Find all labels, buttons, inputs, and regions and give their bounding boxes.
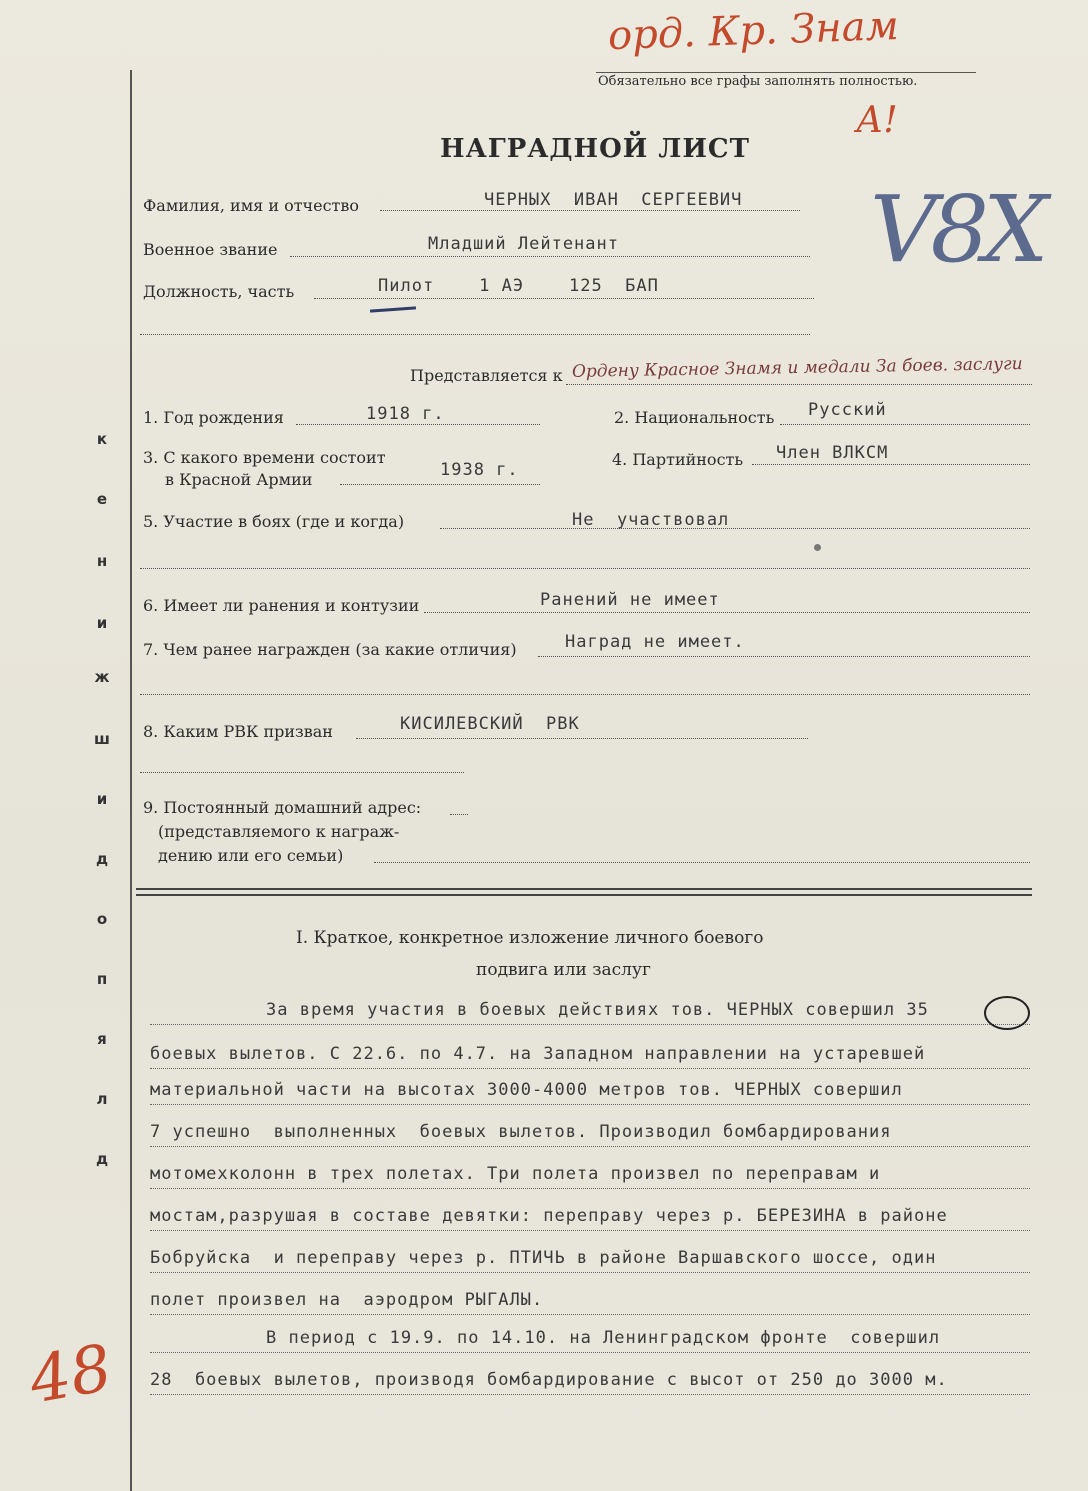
address-dotline-2 <box>374 862 1030 863</box>
body-line-rule <box>150 1146 1030 1147</box>
side-letter: ж <box>94 668 110 686</box>
service-since-value: 1938 г. <box>440 460 519 480</box>
body-line-rule <box>150 1230 1030 1231</box>
birth-year-label: 1. Год рождения <box>143 408 284 427</box>
wounds-value: Ранений не имеет <box>540 590 720 610</box>
body-line-rule <box>150 1352 1030 1353</box>
position-second-line <box>140 334 810 335</box>
address-label-2: (представляемого к награж- <box>158 822 400 841</box>
address-label-3: дению или его семьи) <box>158 846 344 865</box>
name-label: Фамилия, имя и отчество <box>143 196 360 215</box>
body-line: мотомехколонн в трех полетах. Три полета произвел по переправам и <box>150 1164 881 1184</box>
side-letter: н <box>96 552 108 570</box>
body-line: боевых вылетов. С 22.6. по 4.7. на Западном направлении на устаревшей <box>150 1044 926 1064</box>
side-letter: д <box>95 850 109 868</box>
instruction-note: Обязательно все графы заполнять полностью. <box>598 74 918 89</box>
body-line: Бобруйска и переправу через р. ПТИЧЬ в районе Варшавского шоссе, один <box>150 1248 937 1268</box>
combat-label: 5. Участие в боях (где и когда) <box>143 512 405 531</box>
body-line-rule <box>150 1394 1030 1395</box>
birth-year-value: 1918 г. <box>366 404 445 424</box>
service-since-label-2: в Красной Армии <box>165 470 313 489</box>
blue-underline-stroke <box>370 306 416 312</box>
address-dotline-1 <box>450 814 468 815</box>
rvk-dotline <box>356 738 808 739</box>
address-label-1: 9. Постоянный домашний адрес: <box>143 798 422 817</box>
page-title: НАГРАДНОЙ ЛИСТ <box>440 134 750 164</box>
rank-value: Младший Лейтенант <box>428 234 619 254</box>
nationality-dotline <box>780 424 1030 425</box>
nationality-value: Русский <box>808 400 887 420</box>
nomination-label: Представляется к <box>410 366 563 385</box>
handwritten-top-note: орд. Кр. Знам <box>607 2 900 60</box>
awards-dotline <box>538 656 1030 657</box>
name-dotline <box>380 210 800 211</box>
position-value: Пилот 1 АЭ 125 БАП <box>378 276 659 296</box>
combat-value: Не участвовал <box>572 510 730 530</box>
ink-dot <box>814 544 821 551</box>
rvk-value: КИСИЛЕВСКИЙ РВК <box>400 714 580 734</box>
handwritten-corner-mark: V8X <box>870 176 1043 283</box>
body-line-rule <box>150 1272 1030 1273</box>
awards-label: 7. Чем ранее награжден (за какие отличия) <box>143 640 517 659</box>
body-line: 28 боевых вылетов, производя бомбардирование с высот от 250 до 3000 м. <box>150 1370 948 1390</box>
side-letter: к <box>96 430 108 448</box>
section-heading-line-1: I. Краткое, конкретное изложение личного боевого <box>296 928 764 948</box>
body-line: мостам,разрушая в составе девятки: переправу через р. БЕРЕЗИНА в районе <box>150 1206 948 1226</box>
body-line: В период с 19.9. по 14.10. на Ленинградском фронте совершил <box>266 1328 941 1348</box>
combat-second-line <box>140 568 1030 569</box>
margin-rule <box>130 70 132 1491</box>
section-heading-line-2: подвига или заслуг <box>476 960 651 980</box>
side-letter: и <box>96 614 108 632</box>
side-letter: п <box>96 970 108 988</box>
position-dotline <box>314 298 814 299</box>
body-line-rule <box>150 1314 1030 1315</box>
wounds-label: 6. Имеет ли ранения и контузии <box>143 596 420 615</box>
body-line-rule <box>150 1104 1030 1105</box>
handwritten-mark: А! <box>856 100 898 141</box>
body-line: полет произвел на аэродром РЫГАЛЫ. <box>150 1290 544 1310</box>
party-value: Член ВЛКСМ <box>776 443 889 463</box>
body-line-rule <box>150 1068 1030 1069</box>
section-rule-top <box>136 888 1032 890</box>
rvk-label: 8. Каким РВК призван <box>143 722 333 741</box>
service-since-dotline <box>340 484 540 485</box>
awards-value: Наград не имеет. <box>565 632 745 652</box>
position-label: Должность, часть <box>143 282 295 301</box>
body-line: За время участия в боевых действиях тов. ЧЕРНЫХ совершил 35 <box>266 1000 929 1020</box>
nationality-label: 2. Национальность <box>614 408 775 427</box>
side-letter: и <box>96 790 108 808</box>
side-letter: д <box>95 1150 109 1168</box>
rank-dotline <box>290 256 810 257</box>
top-note-underline <box>596 72 976 73</box>
nomination-dotline <box>566 384 1032 385</box>
birth-year-dotline <box>296 424 540 425</box>
side-letter: л <box>96 1090 108 1108</box>
body-line: 7 успешно выполненных боевых вылетов. Производил бомбардирования <box>150 1122 892 1142</box>
rank-label: Военное звание <box>143 240 278 259</box>
circled-number <box>984 996 1030 1030</box>
party-dotline <box>752 464 1030 465</box>
side-letter: е <box>96 490 108 508</box>
body-line-rule <box>150 1024 1030 1025</box>
rvk-second-line <box>140 772 464 773</box>
combat-dotline <box>440 528 1030 529</box>
section-rule-bottom <box>136 894 1032 896</box>
name-value: ЧЕРНЫХ ИВАН СЕРГЕЕВИЧ <box>484 190 743 210</box>
wounds-dotline <box>424 612 1030 613</box>
side-letter: я <box>97 1030 107 1048</box>
margin-mark: 48 <box>24 1331 118 1419</box>
body-line: материальной части на высотах 3000-4000 метров тов. ЧЕРНЫХ совершил <box>150 1080 903 1100</box>
body-line-rule <box>150 1188 1030 1189</box>
side-letter: ш <box>94 730 110 748</box>
service-since-label-1: 3. С какого времени состоит <box>143 448 386 467</box>
side-letter: о <box>96 910 108 928</box>
party-label: 4. Партийность <box>612 450 744 469</box>
awards-second-line <box>140 694 1030 695</box>
nomination-value: Ордену Красное Знамя и медали За боев. заслуги <box>571 354 1023 382</box>
